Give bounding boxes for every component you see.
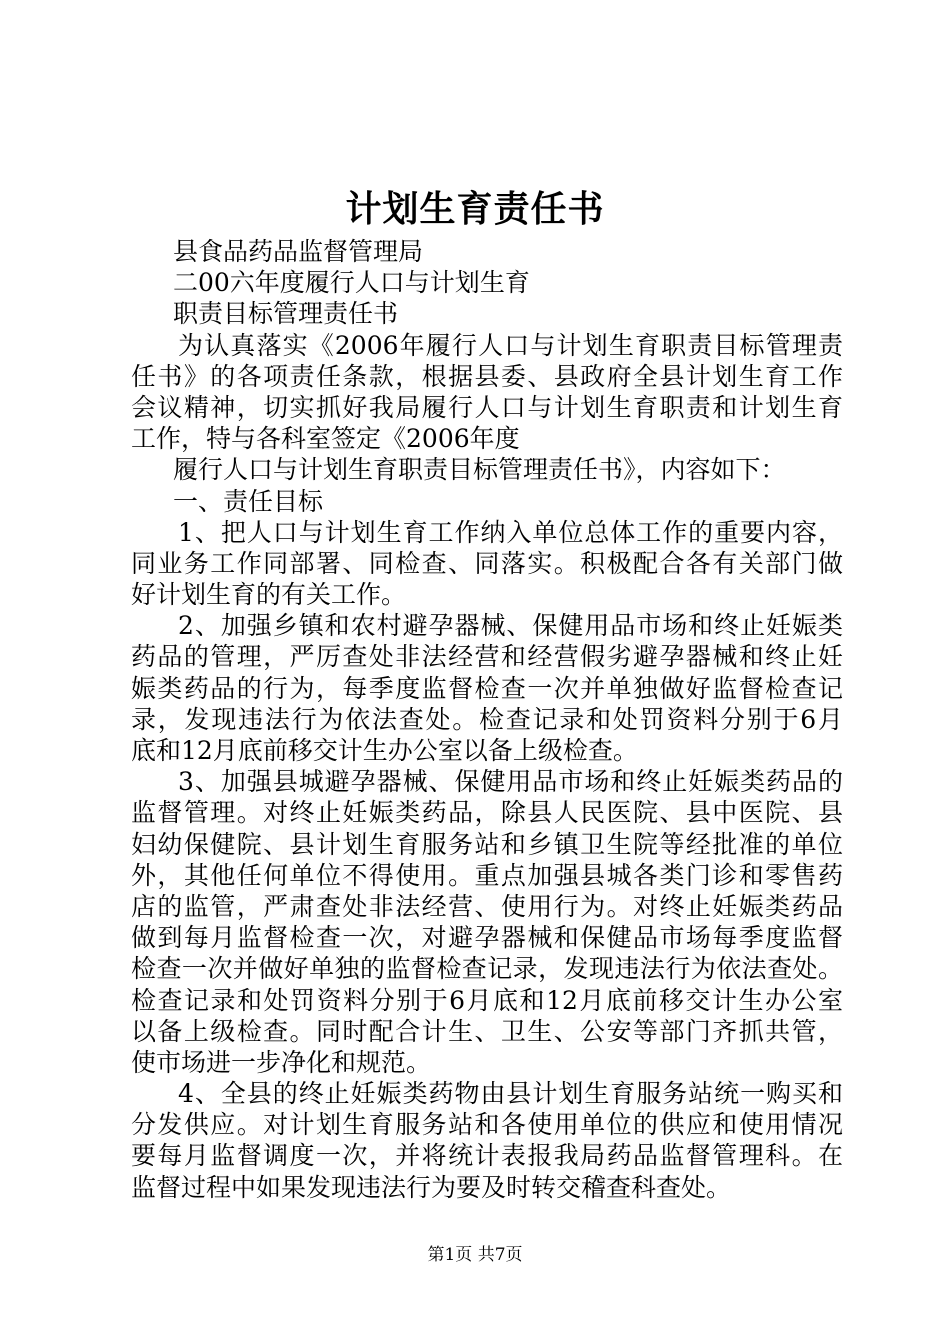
- paragraph-line: 娠类药品的行为，每季度监督检查一次并单独做好监督检查记: [131, 673, 843, 703]
- document-title: 计划生育责任书: [345, 188, 605, 230]
- paragraph-line: 底和12月底前移交计生办公室以备上级检查。: [131, 736, 638, 765]
- paragraph-line: 分发供应。对计划生育服务站和各使用单位的供应和使用情况: [131, 1110, 843, 1140]
- paragraph-line: 店的监管，严肃查处非法经营、使用行为。对终止妊娠类药品: [131, 891, 843, 921]
- paragraph-line: 会议精神，切实抓好我局履行人口与计划生育职责和计划生育: [131, 392, 843, 422]
- paragraph-line: 任书》的各项责任条款，根据县委、县政府全县计划生育工作: [131, 361, 843, 391]
- paragraph-line: 同业务工作同部署、同检查、同落实。积极配合各有关部门做: [131, 548, 843, 578]
- paragraph-line: 以备上级检查。同时配合计生、卫生、公安等部门齐抓共管，: [131, 1016, 843, 1046]
- paragraph-line: 妇幼保健院、县计划生育服务站和乡镇卫生院等经批准的单位: [131, 829, 843, 859]
- paragraph-line: 工作，特与各科室签定《2006年度: [131, 424, 520, 454]
- paragraph-line: 为认真落实《2006年履行人口与计划生育职责目标管理责: [178, 330, 843, 360]
- paragraph-line: 4、全县的终止妊娠类药物由县计划生育服务站统一购买和: [178, 1079, 843, 1109]
- paragraph-line: 做到每月监督检查一次，对避孕器械和保健品市场每季度监督: [131, 923, 843, 953]
- paragraph-line: 使市场进一步净化和规范。: [131, 1047, 432, 1077]
- document-body: [131, 236, 843, 1203]
- paragraph-line: 外，其他任何单位不得使用。重点加强县城各类门诊和零售药: [131, 860, 843, 890]
- section-heading: 一、责任目标: [173, 486, 324, 516]
- paragraph-line: 2、加强乡镇和农村避孕器械、保健用品市场和终止妊娠类: [178, 611, 843, 641]
- paragraph-line: 药品的管理，严厉查处非法经营和经营假劣避孕器械和终止妊: [131, 642, 843, 672]
- paragraph-line: 监督管理。对终止妊娠类药品，除县人民医院、县中医院、县: [131, 798, 843, 828]
- paragraph-line: 监督过程中如果发现违法行为要及时转交稽查科查处。: [131, 1172, 732, 1202]
- paragraph-line: 3、加强县城避孕器械、保健用品市场和终止妊娠类药品的: [178, 767, 843, 797]
- org-name-line: 县食品药品监督管理局: [173, 237, 424, 266]
- paragraph-line: 好计划生育的有关工作。: [131, 580, 407, 610]
- subtitle-line-1: 二00六年度履行人口与计划生育: [173, 268, 530, 298]
- paragraph-line: 要每月监督调度一次，并将统计表报我局药品监督管理科。在: [131, 1141, 843, 1171]
- paragraph-line: 检查记录和处罚资料分别于6月底和12月底前移交计生办公室: [131, 985, 843, 1015]
- paragraph-line: 检查一次并做好单独的监督检查记录，发现违法行为依法查处。: [131, 954, 843, 984]
- paragraph-line: 1、把人口与计划生育工作纳入单位总体工作的重要内容，: [178, 517, 843, 547]
- page-footer: 第1页 共7页: [427, 1245, 523, 1265]
- subtitle-line-2: 职责目标管理责任书: [173, 299, 399, 329]
- paragraph-line: 录，发现违法行为依法查处。检查记录和处罚资料分别于6月: [131, 704, 843, 734]
- paragraph-line: 履行人口与计划生育职责目标管理责任书》，内容如下：: [173, 455, 786, 485]
